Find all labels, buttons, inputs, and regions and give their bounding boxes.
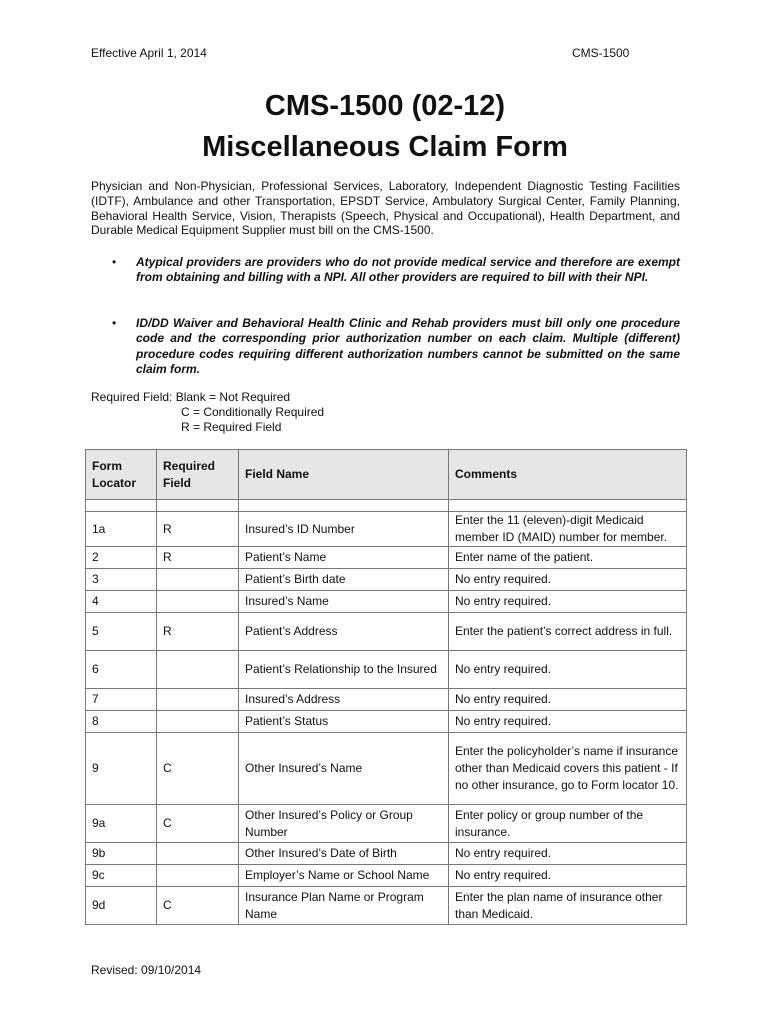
row-field-name: Patient’s Birth date (239, 569, 449, 591)
intro-paragraph: Physician and Non-Physician, Professional Services, Laboratory, Independent Diagnostic Testing Facilities (IDTF), Ambulance and other Transportation, EPSDT Service, Ambulatory Surgical Center, Family Planning, Behavioral Health Service, Vision, Therapists (Speech, Physical and Occupational), Health Department, and Durable Medical Equipment Supplier must bill on the CMS-1500. (91, 179, 680, 238)
table-spacer-row (86, 500, 687, 512)
row-required-field (157, 711, 239, 733)
row-field-name: Employer’s Name or School Name (239, 865, 449, 887)
row-form-locator: 5 (86, 613, 157, 651)
row-required-field (157, 651, 239, 689)
row-form-locator: 8 (86, 711, 157, 733)
row-comments: No entry required. (449, 865, 687, 887)
table-row (86, 569, 687, 591)
row-comments: Enter the patient’s correct address in full. (449, 613, 687, 651)
row-form-locator: 7 (86, 689, 157, 711)
bullet-atypical-providers: Atypical providers are providers who do not provide medical service and therefore are exempt from obtaining and billing with a NPI. All other providers are required to bill with their NPI. (136, 255, 680, 285)
row-required-field: C (157, 887, 239, 925)
row-comments: Enter the plan name of insurance other than Medicaid. (449, 887, 687, 925)
table-row (86, 805, 687, 843)
table-row (86, 689, 687, 711)
header-field-name: Field Name (239, 450, 449, 500)
table-row (86, 865, 687, 887)
row-field-name: Insured’s ID Number (239, 512, 449, 547)
row-comments: No entry required. (449, 591, 687, 613)
required-legend-required: R = Required Field (181, 420, 282, 434)
row-form-locator: 9c (86, 865, 157, 887)
table-row (86, 733, 687, 805)
row-form-locator: 6 (86, 651, 157, 689)
row-form-locator: 9a (86, 805, 157, 843)
table-row (86, 887, 687, 925)
row-field-name: Other Insured’s Name (239, 733, 449, 805)
row-comments: Enter the policyholder’s name if insurance other than Medicaid covers this patient - If no other insurance, go to Form locator 10. (449, 733, 687, 805)
row-field-name: Patient’s Relationship to the Insured (239, 651, 449, 689)
row-required-field (157, 843, 239, 865)
row-form-locator: 1a (86, 512, 157, 547)
row-comments: Enter policy or group number of the insurance. (449, 805, 687, 843)
table-row (86, 591, 687, 613)
form-id: CMS-1500 (572, 46, 630, 60)
header-form-locator: Form Locator (86, 450, 157, 500)
row-form-locator: 4 (86, 591, 157, 613)
table-row (86, 711, 687, 733)
row-form-locator: 2 (86, 547, 157, 569)
row-form-locator: 9b (86, 843, 157, 865)
header-required-field: Required Field (157, 450, 239, 500)
bullet-icon: • (112, 255, 117, 269)
table-row (86, 843, 687, 865)
row-comments: No entry required. (449, 711, 687, 733)
row-comments: No entry required. (449, 689, 687, 711)
row-comments: No entry required. (449, 651, 687, 689)
row-form-locator: 3 (86, 569, 157, 591)
row-form-locator: 9d (86, 887, 157, 925)
row-comments: Enter name of the patient. (449, 547, 687, 569)
row-field-name: Other Insured’s Date of Birth (239, 843, 449, 865)
bullet-waiver-providers: ID/DD Waiver and Behavioral Health Clinic and Rehab providers must bill only one procedure code and the corresponding prior authorization number on each claim. Multiple (different) procedure codes requiring different authorization numbers cannot be submitted on the same claim form. (136, 316, 680, 377)
row-field-name: Insurance Plan Name or Program Name (239, 887, 449, 925)
row-field-name: Patient’s Status (239, 711, 449, 733)
row-field-name: Patient’s Name (239, 547, 449, 569)
row-field-name: Other Insured’s Policy or Group Number (239, 805, 449, 843)
required-legend-conditional: C = Conditionally Required (181, 405, 325, 419)
row-field-name: Insured’s Name (239, 591, 449, 613)
row-required-field: R (157, 613, 239, 651)
row-field-name: Insured’s Address (239, 689, 449, 711)
table-row (86, 613, 687, 651)
row-required-field: C (157, 805, 239, 843)
row-comments: Enter the 11 (eleven)-digit Medicaid member ID (MAID) number for member. (449, 512, 687, 547)
header-comments: Comments (449, 450, 687, 500)
field-table (85, 449, 687, 925)
revised-date: Revised: 09/10/2014 (91, 963, 202, 977)
row-form-locator: 9 (86, 733, 157, 805)
row-required-field (157, 591, 239, 613)
row-required-field: C (157, 733, 239, 805)
row-required-field (157, 689, 239, 711)
row-required-field (157, 569, 239, 591)
table-row (86, 547, 687, 569)
row-required-field: R (157, 512, 239, 547)
page-title: CMS-1500 (02-12) (264, 90, 506, 122)
row-comments: No entry required. (449, 569, 687, 591)
row-comments: No entry required. (449, 843, 687, 865)
row-field-name: Patient’s Address (239, 613, 449, 651)
effective-date: Effective April 1, 2014 (91, 46, 207, 60)
bullet-icon: • (112, 316, 117, 330)
row-required-field: R (157, 547, 239, 569)
required-legend-title: Required Field: Blank = Not Required (91, 390, 291, 404)
row-required-field (157, 865, 239, 887)
table-row (86, 651, 687, 689)
page-subtitle: Miscellaneous Claim Form (202, 131, 568, 163)
table-header-row (86, 450, 687, 500)
table-row (86, 512, 687, 547)
